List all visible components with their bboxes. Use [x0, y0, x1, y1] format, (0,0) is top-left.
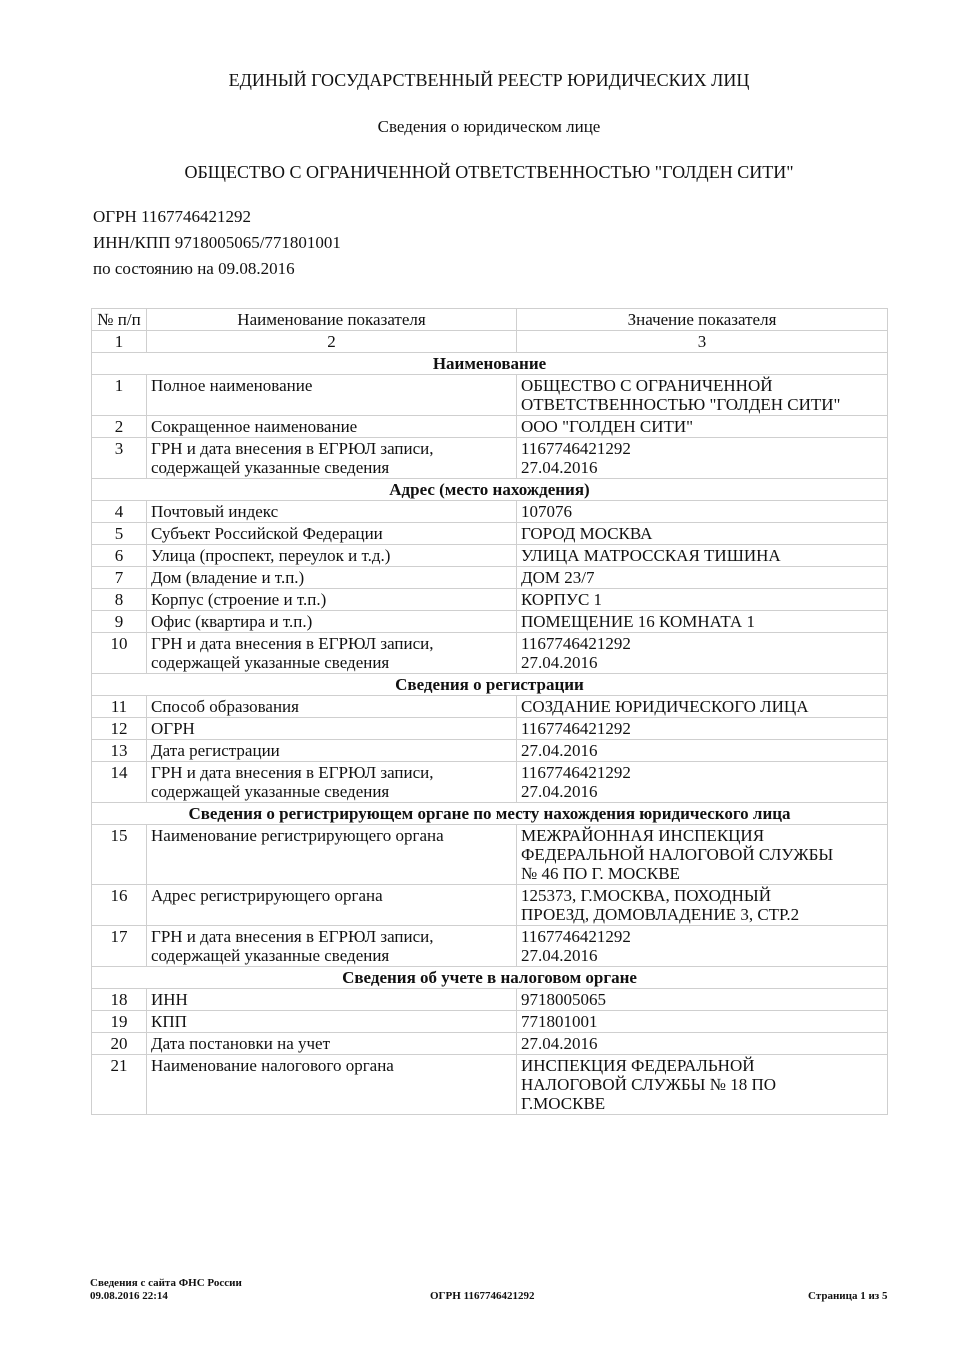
- indicator-name: Почтовый индекс: [147, 501, 517, 523]
- indicator-name: ГРН и дата внесения в ЕГРЮЛ записи, содержащей указанные сведения: [147, 762, 517, 803]
- row-number: 21: [92, 1055, 147, 1115]
- indicator-name: Дата постановки на учет: [147, 1033, 517, 1055]
- row-number: 20: [92, 1033, 147, 1055]
- indicator-value: КОРПУС 1: [517, 589, 888, 611]
- section-row: [92, 674, 888, 696]
- row-number: 18: [92, 989, 147, 1011]
- row-number: 10: [92, 633, 147, 674]
- section-title: Сведения об учете в налоговом органе: [92, 967, 888, 989]
- header-cell-number: № п/п: [92, 309, 147, 331]
- row-number: 1: [92, 375, 147, 416]
- indicator-value: 1167746421292 27.04.2016: [517, 633, 888, 674]
- table-row: [92, 762, 888, 803]
- header-cell-indicator: Наименование показателя: [147, 309, 517, 331]
- footer-page-number: Страница 1 из 5: [808, 1290, 888, 1302]
- row-number: 7: [92, 567, 147, 589]
- indicator-value: 1167746421292 27.04.2016: [517, 926, 888, 967]
- table-row: [92, 375, 888, 416]
- row-number: 15: [92, 825, 147, 885]
- table-row: [92, 438, 888, 479]
- indicator-value: 27.04.2016: [517, 740, 888, 762]
- indicator-name: Офис (квартира и т.п.): [147, 611, 517, 633]
- footer-ogrn: ОГРН 1167746421292: [430, 1290, 535, 1302]
- indicator-name: Дом (владение и т.п.): [147, 567, 517, 589]
- row-number: 8: [92, 589, 147, 611]
- section-row: [92, 803, 888, 825]
- registry-table-body: [92, 309, 888, 1115]
- table-row: [92, 416, 888, 438]
- table-row: [92, 523, 888, 545]
- row-number: 12: [92, 718, 147, 740]
- ogrn-line: ОГРН 1167746421292: [93, 207, 251, 226]
- indicator-value: 27.04.2016: [517, 1033, 888, 1055]
- indicator-name: ГРН и дата внесения в ЕГРЮЛ записи, содержащей указанные сведения: [147, 438, 517, 479]
- row-number: 14: [92, 762, 147, 803]
- row-number: 16: [92, 885, 147, 926]
- table-row: [92, 1011, 888, 1033]
- table-row: [92, 589, 888, 611]
- table-row: [92, 718, 888, 740]
- table-row: [92, 611, 888, 633]
- indicator-value: 1167746421292: [517, 718, 888, 740]
- indicator-name: Дата регистрации: [147, 740, 517, 762]
- header-cell-value: Значение показателя: [517, 309, 888, 331]
- indicator-value: ООО "ГОЛДЕН СИТИ": [517, 416, 888, 438]
- row-number: 5: [92, 523, 147, 545]
- row-number: 2: [92, 416, 147, 438]
- table-row: [92, 633, 888, 674]
- indicator-value: СОЗДАНИЕ ЮРИДИЧЕСКОГО ЛИЦА: [517, 696, 888, 718]
- indicator-name: Адрес регистрирующего органа: [147, 885, 517, 926]
- company-name-heading: ОБЩЕСТВО С ОГРАНИЧЕННОЙ ОТВЕТСТВЕННОСТЬЮ "ГОЛДЕН СИТИ": [184, 162, 794, 182]
- indicator-value: ОБЩЕСТВО С ОГРАНИЧЕННОЙ ОТВЕТСТВЕННОСТЬЮ "ГОЛДЕН СИТИ": [517, 375, 888, 416]
- table-row: [92, 567, 888, 589]
- indicator-value: МЕЖРАЙОННАЯ ИНСПЕКЦИЯ ФЕДЕРАЛЬНОЙ НАЛОГОВОЙ СЛУЖБЫ № 46 ПО Г. МОСКВЕ: [517, 825, 888, 885]
- indicator-name: ОГРН: [147, 718, 517, 740]
- table-header-row: [92, 309, 888, 331]
- indicator-value: ДОМ 23/7: [517, 567, 888, 589]
- section-title: Адрес (место нахождения): [92, 479, 888, 501]
- column-number-2: 2: [147, 331, 517, 353]
- inn-kpp-line: ИНН/КПП 9718005065/771801001: [93, 233, 341, 252]
- table-row: [92, 926, 888, 967]
- indicator-value: 107076: [517, 501, 888, 523]
- row-number: 9: [92, 611, 147, 633]
- section-row: [92, 479, 888, 501]
- indicator-value: ГОРОД МОСКВА: [517, 523, 888, 545]
- section-title: Сведения о регистрации: [92, 674, 888, 696]
- table-row: [92, 989, 888, 1011]
- indicator-value: УЛИЦА МАТРОССКАЯ ТИШИНА: [517, 545, 888, 567]
- indicator-value: 771801001: [517, 1011, 888, 1033]
- row-number: 3: [92, 438, 147, 479]
- column-number-row: [92, 331, 888, 353]
- indicator-name: ГРН и дата внесения в ЕГРЮЛ записи, содержащей указанные сведения: [147, 926, 517, 967]
- indicator-value: ПОМЕЩЕНИЕ 16 КОМНАТА 1: [517, 611, 888, 633]
- indicator-name: Полное наименование: [147, 375, 517, 416]
- indicator-name: Сокращенное наименование: [147, 416, 517, 438]
- indicator-name: ГРН и дата внесения в ЕГРЮЛ записи, содержащей указанные сведения: [147, 633, 517, 674]
- registry-title: ЕДИНЫЙ ГОСУДАРСТВЕННЫЙ РЕЕСТР ЮРИДИЧЕСКИХ ЛИЦ: [228, 70, 750, 90]
- table-row: [92, 545, 888, 567]
- table-row: [92, 1033, 888, 1055]
- indicator-name: Корпус (строение и т.п.): [147, 589, 517, 611]
- row-number: 17: [92, 926, 147, 967]
- indicator-name: Способ образования: [147, 696, 517, 718]
- document-subtitle: Сведения о юридическом лице: [377, 117, 601, 136]
- row-number: 19: [92, 1011, 147, 1033]
- table-row: [92, 501, 888, 523]
- row-number: 4: [92, 501, 147, 523]
- registry-table: [91, 308, 888, 1115]
- indicator-value: ИНСПЕКЦИЯ ФЕДЕРАЛЬНОЙ НАЛОГОВОЙ СЛУЖБЫ № 18 ПО Г.МОСКВЕ: [517, 1055, 888, 1115]
- indicator-value: 125373, Г.МОСКВА, ПОХОДНЫЙ ПРОЕЗД, ДОМОВЛАДЕНИЕ 3, СТР.2: [517, 885, 888, 926]
- table-row: [92, 1055, 888, 1115]
- indicator-value: 1167746421292 27.04.2016: [517, 762, 888, 803]
- indicator-name: Наименование регистрирующего органа: [147, 825, 517, 885]
- indicator-name: ИНН: [147, 989, 517, 1011]
- table-row: [92, 825, 888, 885]
- indicator-name: Улица (проспект, переулок и т.д.): [147, 545, 517, 567]
- indicator-value: 1167746421292 27.04.2016: [517, 438, 888, 479]
- row-number: 6: [92, 545, 147, 567]
- section-row: [92, 353, 888, 375]
- section-title: Сведения о регистрирующем органе по месту нахождения юридического лица: [92, 803, 888, 825]
- table-row: [92, 740, 888, 762]
- footer-datetime: 09.08.2016 22:14: [90, 1290, 168, 1302]
- indicator-name: КПП: [147, 1011, 517, 1033]
- column-number-1: 1: [92, 331, 147, 353]
- indicator-name: Наименование налогового органа: [147, 1055, 517, 1115]
- indicator-name: Субъект Российской Федерации: [147, 523, 517, 545]
- indicator-value: 9718005065: [517, 989, 888, 1011]
- table-row: [92, 696, 888, 718]
- section-title: Наименование: [92, 353, 888, 375]
- row-number: 11: [92, 696, 147, 718]
- table-row: [92, 885, 888, 926]
- section-row: [92, 967, 888, 989]
- column-number-3: 3: [517, 331, 888, 353]
- footer-source: Сведения с сайта ФНС России: [90, 1277, 242, 1289]
- as-of-date-line: по состоянию на 09.08.2016: [93, 259, 295, 278]
- row-number: 13: [92, 740, 147, 762]
